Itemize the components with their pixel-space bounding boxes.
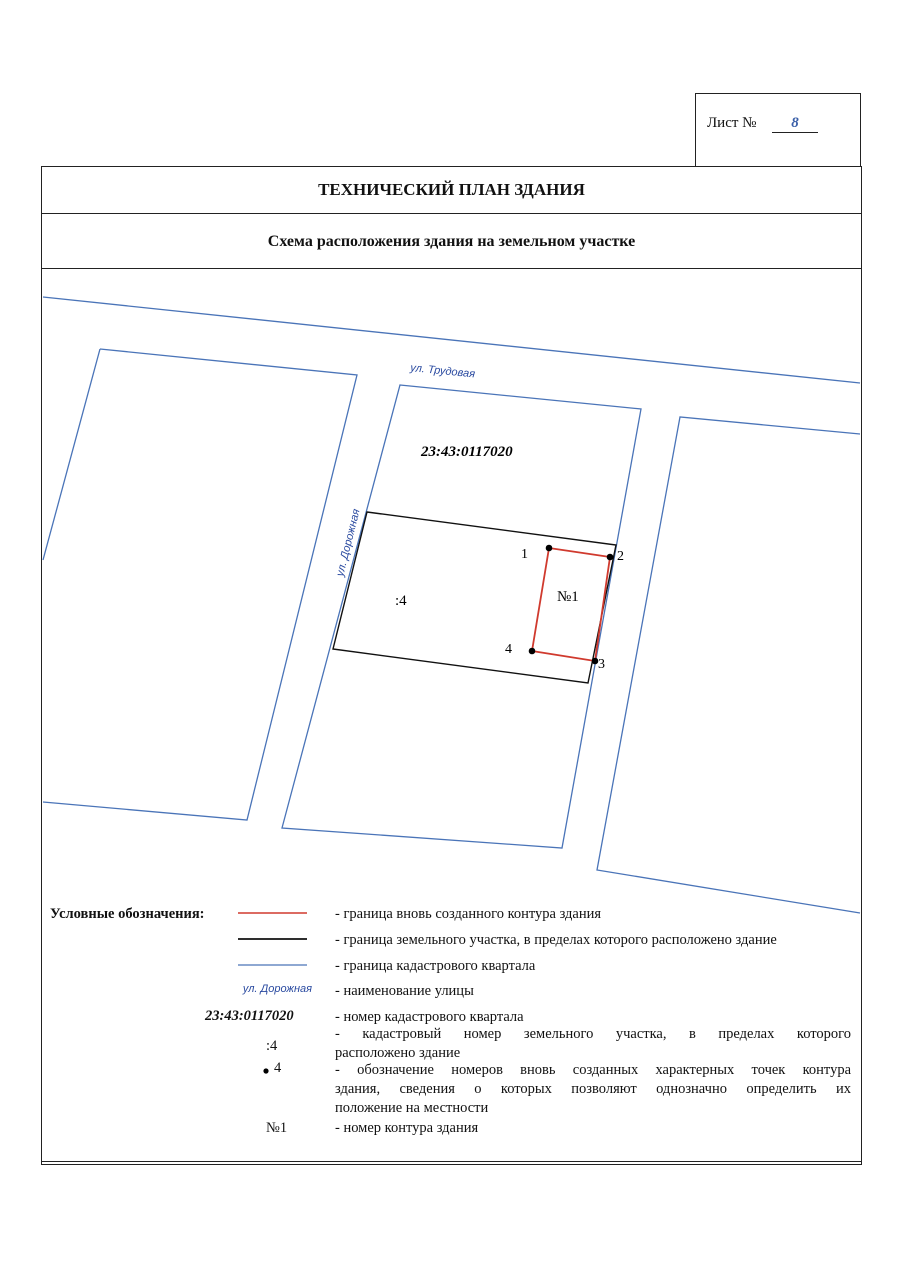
block-left <box>43 349 357 820</box>
block-right <box>597 417 860 913</box>
legend-item-points-line1: - обозначение номеров вновь созданных характерных точек контура <box>335 1062 851 1078</box>
point-label-1: 1 <box>521 547 528 562</box>
legend-item-parcel: - граница земельного участка, в пределах которого расположено здание <box>335 932 777 948</box>
legend-heading: Условные обозначения: <box>50 906 205 922</box>
legend-symbol-point <box>263 1068 268 1073</box>
document-title: ТЕХНИЧЕСКИЙ ПЛАН ЗДАНИЯ <box>318 180 585 199</box>
parcel-label: :4 <box>395 593 407 609</box>
legend-item-street: - наименование улицы <box>335 983 474 999</box>
point-2 <box>607 554 614 561</box>
block-left-edge <box>43 349 100 560</box>
point-label-3: 3 <box>598 657 605 672</box>
legend-item-points-line2: здания, сведения о которых позволяют однозначно определить их <box>335 1081 851 1097</box>
legend-symbol-street: ул. Дорожная <box>242 983 312 995</box>
legend-item-block-number: - номер кадастрового квартала <box>335 1009 524 1025</box>
legend-item-points-line3: положение на местности <box>335 1100 489 1116</box>
street-label-trudovaya: ул. Трудовая <box>409 362 476 381</box>
legend-symbol-block-number: 23:43:0117020 <box>205 1008 294 1024</box>
legend-item-parcel-number-line2: расположено здание <box>335 1045 461 1061</box>
legend-item-building: - граница вновь созданного контура здания <box>335 906 602 922</box>
sheet-label: Лист № <box>707 115 757 131</box>
legend-symbol-contour-number: №1 <box>266 1120 288 1136</box>
point-1 <box>546 545 553 552</box>
legend-symbol-parcel-number: :4 <box>266 1038 278 1054</box>
street-label-dorozhnaya: ул. Дорожная <box>334 507 363 578</box>
document-subtitle: Схема расположения здания на земельном участке <box>267 233 636 250</box>
point-4 <box>529 648 536 655</box>
legend-item-block: - граница кадастрового квартала <box>335 958 536 974</box>
legend-symbol-point-number: 4 <box>274 1060 282 1076</box>
legend-item-parcel-number-line1: - кадастровый номер земельного участка, в пределах которого <box>335 1026 851 1042</box>
cadastral-block-boundaries <box>43 297 860 913</box>
sheet-number: 8 <box>772 114 818 133</box>
contour-label: №1 <box>557 589 579 605</box>
point-label-4: 4 <box>505 642 512 657</box>
legend-item-contour-number: - номер контура здания <box>335 1120 479 1136</box>
cadastral-block-label: 23:43:0117020 <box>421 444 513 460</box>
point-label-2: 2 <box>617 549 624 564</box>
